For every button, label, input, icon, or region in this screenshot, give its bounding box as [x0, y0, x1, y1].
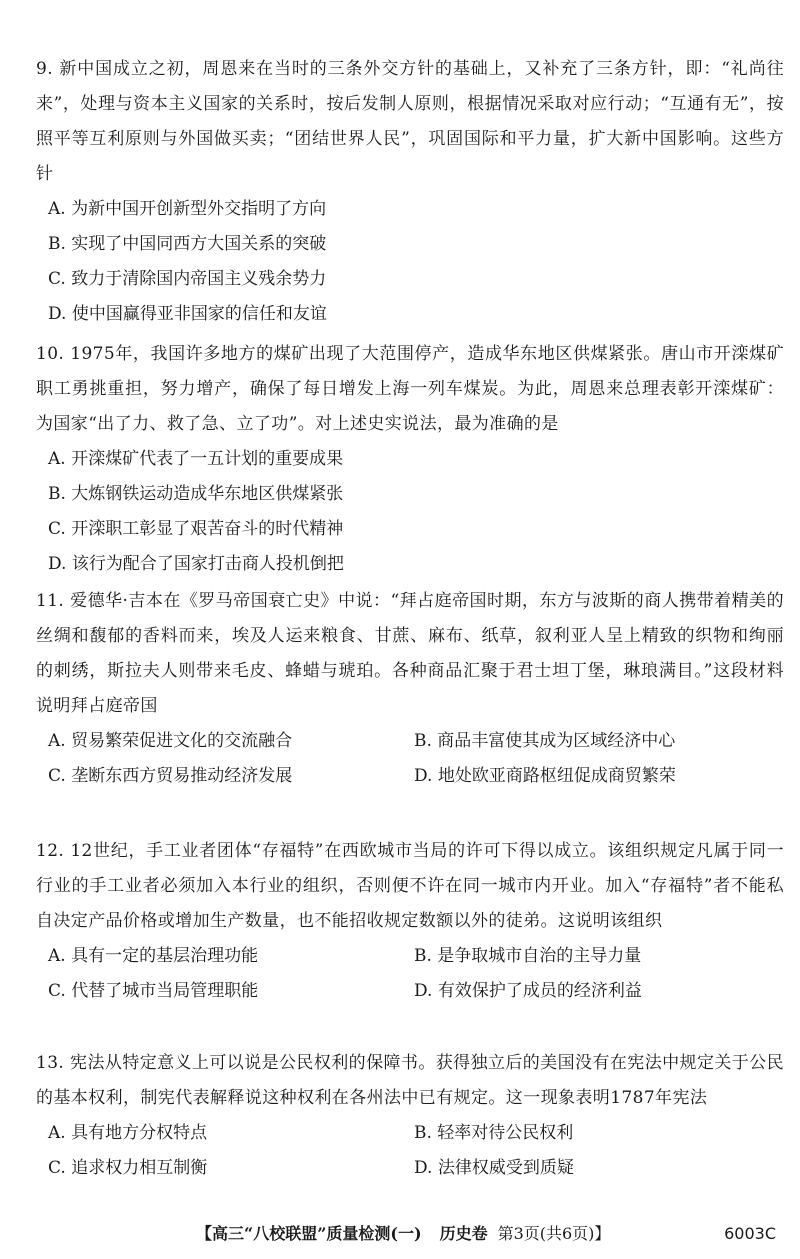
question-stem: 13. 宪法从特定意义上可以说是公民权利的保障书。获得独立后的美国没有在宪法中规定关于公民的基本权利，制宪代表解释说这种权利在各州法中已有规定。这一现象表明1787年宪法 [36, 1053, 784, 1108]
option-row [36, 759, 784, 794]
option-b: B. 实现了中国同西方大国关系的突破 [48, 234, 327, 254]
page-number: 第3页(共6页)】 [497, 1224, 611, 1243]
paper-code: 6003C [724, 1224, 776, 1243]
subject-name: 历史卷 [439, 1224, 488, 1243]
option-c: C. 垄断东西方贸易推动经济发展 [48, 766, 293, 786]
question-10 [36, 337, 784, 582]
question-stem: 12. 12世纪，手工业者团体“存福特”在西欧城市当局的许可下得以成立。该组织规定凡属于同一行业的手工业者必须加入本行业的组织，否则便不许在同一城市内开业。加入“存福特”者不能私自决定产品价格或增加生产数量，也不能招收规定数额以外的徒弟。这说明该组织 [36, 841, 784, 931]
option-c: C. 开滦职工彰显了艰苦奋斗的时代精神 [48, 519, 344, 539]
option-a: A. 为新中国开创新型外交指明了方向 [48, 199, 327, 219]
option-b: B. 轻率对待公民权利 [414, 1123, 574, 1143]
option-a: A. 开滦煤矿代表了一五计划的重要成果 [48, 449, 344, 469]
question-11 [36, 584, 784, 794]
question-13 [36, 1046, 784, 1186]
option-c: C. 致力于清除国内帝国主义残余势力 [48, 269, 327, 289]
exam-name: 【高三“八校联盟”质量检测(一) [196, 1224, 422, 1243]
option-d: D. 地处欧亚商路枢纽促成商贸繁荣 [414, 766, 676, 786]
option-row [36, 1116, 784, 1151]
option-c: C. 代替了城市当局管理职能 [48, 981, 259, 1001]
option-row [36, 974, 784, 1009]
question-stem: 9. 新中国成立之初，周恩来在当时的三条外交方针的基础上，又补充了三条方针，即：“礼尚往来”，处理与资本主义国家的关系时，按后发制人原则，根据情况采取对应行动；“互通有无”，按照平等互利原则与外国做买卖；“团结世界人民”，巩固国际和平力量，扩大新中国影响。这些方针 [36, 59, 784, 184]
option-d: D. 有效保护了成员的经济利益 [414, 981, 642, 1001]
question-stem: 10. 1975年，我国许多地方的煤矿出现了大范围停产，造成华东地区供煤紧张。唐山市开滦煤矿职工勇挑重担，努力增产，确保了每日增发上海一列车煤炭。为此，周恩来总理表彰开滦煤矿：为国家“出了力、救了急、立了功”。对上述史实说法，最为准确的是 [36, 344, 784, 434]
option-a: A. 具有一定的基层治理功能 [48, 946, 259, 966]
option-row [36, 724, 784, 759]
option-d: D. 法律权威受到质疑 [414, 1158, 574, 1178]
option-b: B. 是争取城市自治的主导力量 [414, 946, 642, 966]
option-b: B. 商品丰富使其成为区域经济中心 [414, 731, 676, 751]
option-b: B. 大炼钢铁运动造成华东地区供煤紧张 [48, 484, 344, 504]
question-12 [36, 834, 784, 1009]
page-footer [0, 1219, 800, 1249]
option-a: A. 具有地方分权特点 [48, 1123, 208, 1143]
option-d: D. 该行为配合了国家打击商人投机倒把 [48, 554, 344, 574]
option-a: A. 贸易繁荣促进文化的交流融合 [48, 731, 293, 751]
question-9 [36, 52, 784, 332]
option-row [36, 1151, 784, 1186]
option-d: D. 使中国赢得亚非国家的信任和友谊 [48, 304, 327, 324]
option-c: C. 追求权力相互制衡 [48, 1158, 208, 1178]
footer-center [196, 1219, 610, 1249]
option-row [36, 939, 784, 974]
question-stem: 11. 爱德华·吉本在《罗马帝国衰亡史》中说：“拜占庭帝国时期，东方与波斯的商人携带着精美的丝绸和馥郁的香料而来，埃及人运来粮食、甘蔗、麻布、纸草，叙利亚人呈上精致的织物和绚丽的刺绣，斯拉夫人则带来毛皮、蜂蜡与琥珀。各种商品汇聚于君士坦丁堡，琳琅满目。”这段材料说明拜占庭帝国 [36, 591, 784, 716]
